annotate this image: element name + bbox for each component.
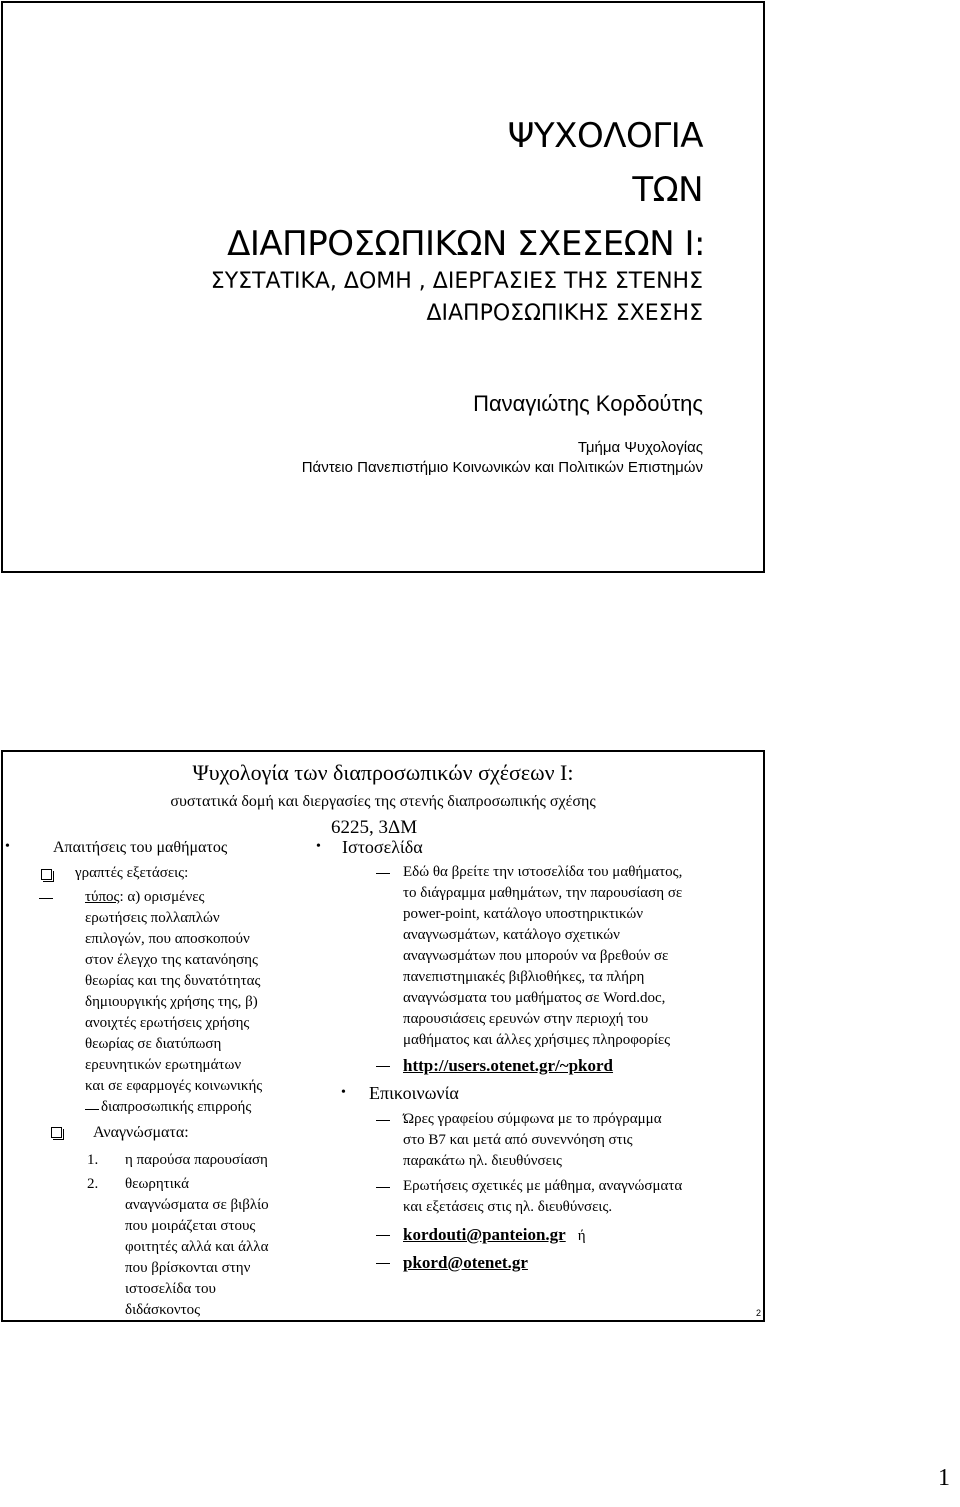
reading-2-line-5: που βρίσκονται στην <box>125 1260 251 1276</box>
contact-heading: Επικοινωνία <box>369 1083 459 1103</box>
title-slide <box>1 1 765 573</box>
reading-2-number: 2. <box>87 1176 99 1192</box>
dash-icon <box>376 1235 390 1236</box>
website-line-1: Εδώ θα βρείτε την ιστοσελίδα του μαθήματος, <box>403 864 683 880</box>
type-line-1: : α) ορισμένες <box>119 889 205 905</box>
exam-type-line-1 <box>85 890 204 905</box>
reading-2-line-1: θεωρητικά <box>125 1176 190 1192</box>
type-line-2: ερωτήσεις πολλαπλών <box>85 910 220 926</box>
reading-1-number: 1. <box>87 1152 99 1168</box>
affiliation-line-1: Τμήμα Ψυχολογίας <box>577 439 703 456</box>
type-line-8: θεωρίας σε διατύπωση <box>85 1036 222 1052</box>
affiliation-line-2: Πάντειο Πανεπιστήμιο Κοινωνικών και Πολιτικών Επιστημών <box>301 459 703 476</box>
website-line-8: παρουσιάσεις ερευνών στην περιοχή του <box>403 1011 649 1027</box>
readings-label: Αναγνώσματα: <box>93 1124 189 1141</box>
reading-2-line-4: φοιτητές αλλά και άλλα <box>125 1239 269 1255</box>
questions-line-2: και εξετάσεις στις ηλ. διευθύνσεις. <box>403 1199 613 1215</box>
title-line-3: ΔΙΑΠΡΟΣΩΠΙΚΩΝ ΣΧΕΣΕΩΝ Ι: <box>227 224 705 264</box>
bullet-icon: • <box>5 839 10 854</box>
office-line-2: στο Β7 και μετά από συνεννόηση στις <box>403 1132 633 1148</box>
type-line-11: διαπροσωπικής επιρροής <box>101 1099 252 1115</box>
dash-icon <box>376 1263 390 1264</box>
type-line-9: ερευνητικών ερωτημάτων <box>85 1057 242 1073</box>
title-line-2: ΤΩΝ <box>632 170 703 210</box>
checkbox-square-icon <box>51 1127 62 1138</box>
subtitle-line-1: ΣΥΣΤΑΤΙΚΑ, ΔΟΜΗ , ΔΙΕΡΓΑΣΙΕΣ ΤΗΣ ΣΤΕΝΗΣ <box>210 269 703 294</box>
requirements-heading: Απαιτήσεις του μαθήματος <box>53 839 228 856</box>
type-line-10: και σε εφαρμογές κοινωνικής <box>85 1078 263 1094</box>
course-code: 6225, 3ΔΜ <box>331 817 418 838</box>
type-line-4: στον έλεγχο της κατανόησης <box>85 952 258 968</box>
type-line-6: δημιουργικής χρήσης της, β) <box>85 994 258 1010</box>
website-line-4: αναγνωσμάτων, κατάλογο σχετικών <box>403 927 620 943</box>
slide2-title: Ψυχολογία των διαπροσωπικών σχέσεων Ι: <box>192 760 574 785</box>
reading-2-line-3: που μοιράζεται στους <box>125 1218 256 1234</box>
author-name: Παναγιώτης Κορδούτης <box>473 391 703 416</box>
reading-1-text: η παρούσα παρουσίαση <box>125 1152 268 1168</box>
website-line-6: πανεπιστημιακές βιβλιοθήκες, τα πλήρη <box>403 969 645 985</box>
website-heading: Ιστοσελίδα <box>342 837 423 857</box>
website-line-9: μαθήματος και άλλες χρήσιμες πληροφορίες <box>403 1032 671 1048</box>
website-line-5: αναγνωσμάτων που μπορούν να βρεθούν σε <box>403 948 669 964</box>
website-line-7: αναγνώσματα του μαθήματος σε Word.doc, <box>403 990 666 1006</box>
office-line-1: Ώρες γραφείου σύμφωνα με το πρόγραμμα <box>403 1111 662 1127</box>
title-line-1: ΨΥΧΟΛΟΓΙΑ <box>507 116 703 156</box>
email-link-1[interactable]: kordouti@panteion.gr <box>403 1225 566 1244</box>
dash-icon <box>376 1066 390 1067</box>
slide-number: 2 <box>755 1308 761 1318</box>
website-link[interactable]: http://users.otenet.gr/~pkord <box>403 1056 614 1075</box>
reading-2-line-7: διδάσκοντος <box>125 1302 201 1318</box>
or-text: ή <box>577 1228 586 1244</box>
dash-icon <box>376 1120 390 1121</box>
dash-icon <box>376 1187 390 1188</box>
website-line-3: power-point, κατάλογο υποστηρικτικών <box>403 906 644 922</box>
bullet-icon: • <box>341 1085 346 1100</box>
questions-line-1: Ερωτήσεις σχετικές με μάθημα, αναγνώσματα <box>403 1178 683 1194</box>
subtitle-line-2: ΔΙΑΠΡΟΣΩΠΙΚΗΣ ΣΧΕΣΗΣ <box>426 301 703 326</box>
email-link-2[interactable]: pkord@otenet.gr <box>403 1253 528 1272</box>
bullet-icon: • <box>316 839 321 854</box>
website-line-2: το διάγραμμα μαθημάτων, την παρουσίαση σε <box>403 885 683 901</box>
page-number: 1 <box>938 1465 950 1491</box>
type-line-5: θεωρίας και της δυνατότητας <box>85 973 261 989</box>
course-info-slide <box>1 750 765 1322</box>
type-line-7: ανοιχτές ερωτήσεις χρήσης <box>85 1015 250 1031</box>
slide2-subtitle: συστατικά δομή και διεργασίες της στενής διαπροσωπικής σχέσης <box>170 793 596 810</box>
reading-2-line-6: ιστοσελίδα του <box>125 1281 216 1297</box>
checkbox-square-icon <box>41 869 52 880</box>
office-line-3: παρακάτω ηλ. διευθύνσεις <box>403 1153 562 1169</box>
exams-label: γραπτές εξετάσεις: <box>75 865 189 881</box>
dash-icon <box>39 898 53 899</box>
reading-2-line-2: αναγνώσματα σε βιβλίο <box>125 1197 269 1213</box>
type-line-3: επιλογών, που αποσκοπούν <box>85 931 250 947</box>
dash-icon <box>85 1109 99 1110</box>
dash-icon <box>376 873 390 874</box>
type-label: τύπος <box>85 889 120 905</box>
email-line-1 <box>403 1226 586 1244</box>
